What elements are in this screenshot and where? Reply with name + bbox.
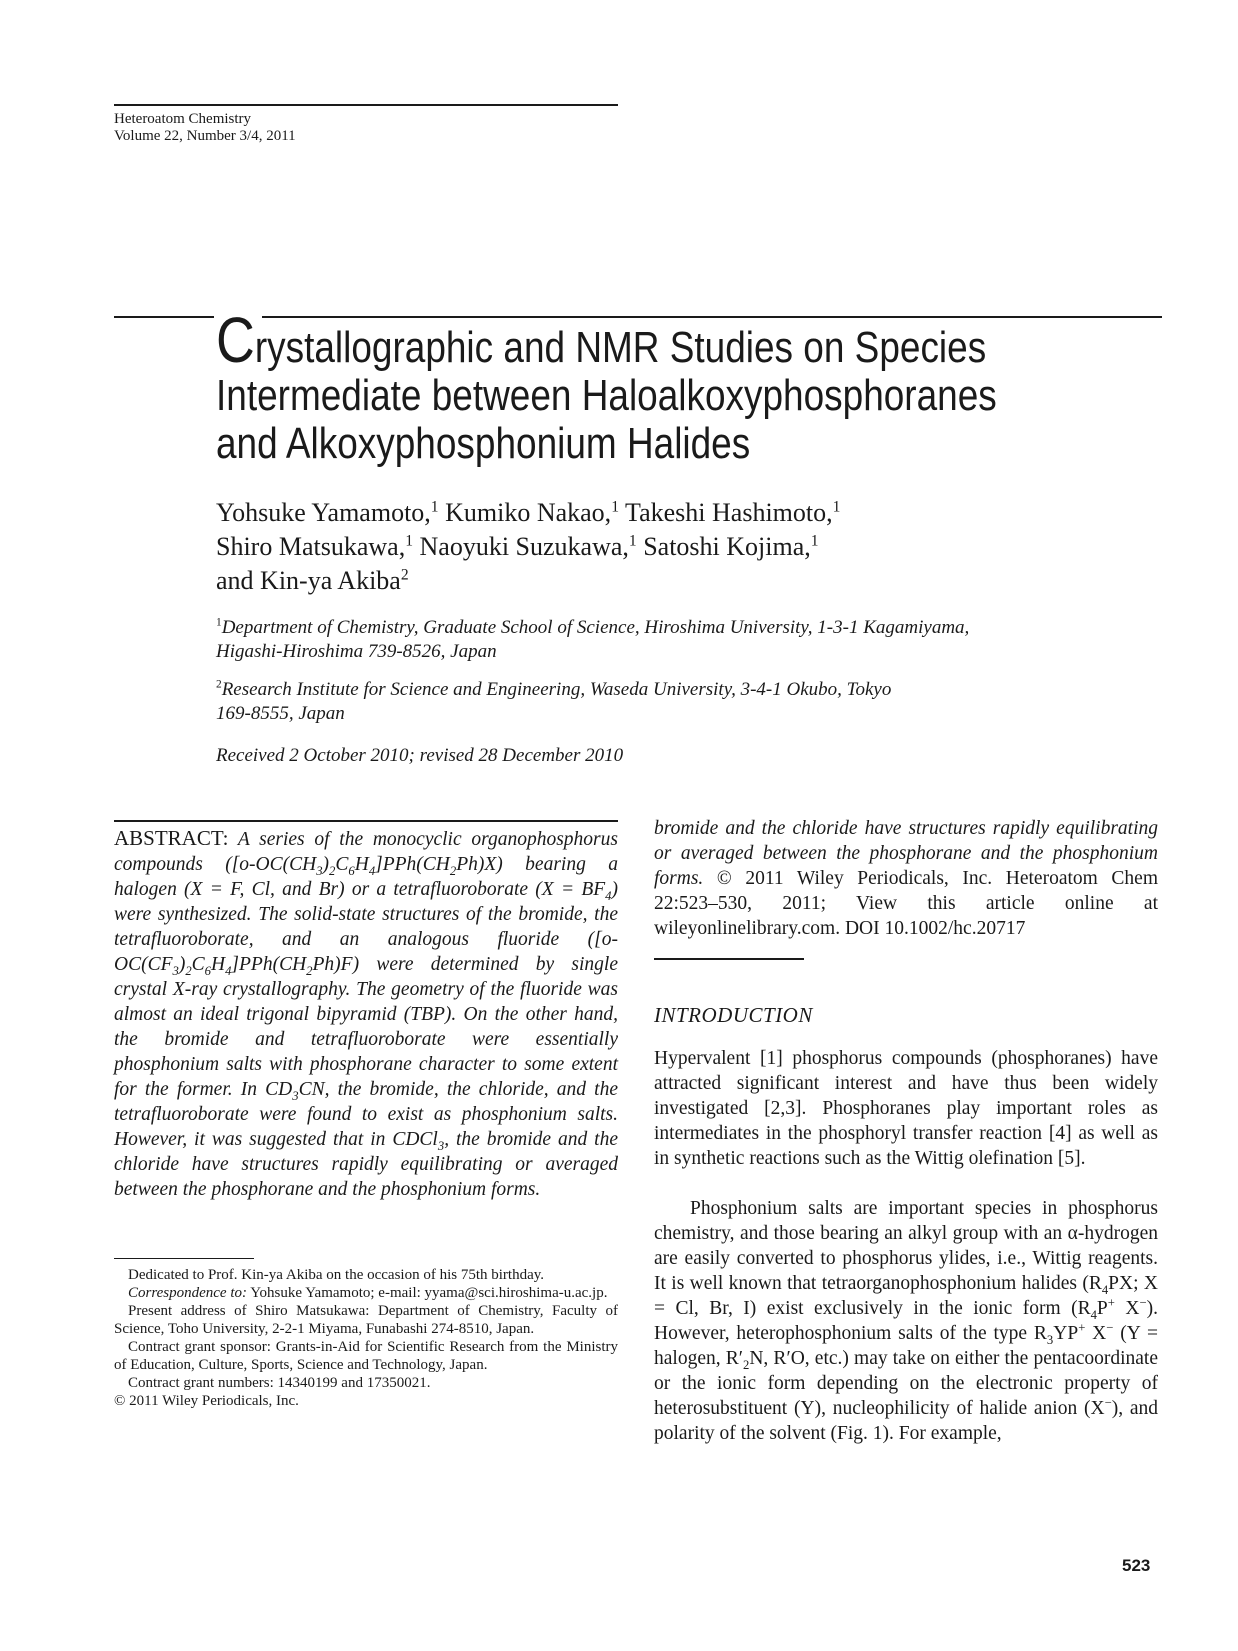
abstract-rule <box>114 820 618 822</box>
affiliation-text: Research Institute for Science and Engineering, Waseda University, 3-4-1 Okubo, Tokyo <box>221 679 892 700</box>
abstract-continuation <box>654 816 1158 941</box>
abstract-copyright: © 2011 Wiley Periodicals, Inc. Heteroatom Chem 22:523–530, 2011; View this article online at wileyonlinelibrary.com. DOI 10.1002/hc.20717 <box>654 868 1158 939</box>
title-line-3: and Alkoxyphosphonium Halides <box>216 419 751 468</box>
title-rule-left <box>114 316 214 318</box>
author-affiliation-mark: 1 <box>611 498 619 516</box>
article-title <box>216 304 1022 468</box>
footnote-address: Present address of Shiro Matsukawa: Department of Chemistry, Faculty of Science, Toho University, 2-2-1 Miyama, Funabashi 274-8510, Japan. <box>114 1303 618 1337</box>
footnote-grant-numbers: Contract grant numbers: 14340199 and 17350021. <box>128 1375 431 1391</box>
received-dates: Received 2 October 2010; revised 28 December 2010 <box>216 745 624 766</box>
title-line-1: rystallographic and NMR Studies on Species <box>254 323 987 372</box>
section-heading: INTRODUCTION <box>654 1003 813 1027</box>
affiliation-2 <box>216 678 1166 726</box>
affiliation-text: 169-8555, Japan <box>216 703 345 724</box>
abstract-text: ABSTRACT: A series of the monocyclic organophosphorus compounds $([o-OC(CH_3)_2C_6H_4]PPh(CH_2Ph)X)$ bearing a halogen (X = F, Cl, and Br) or a tetrafluoroborate $(X = BF_4)$ were synthesized. The solid-state structures of the bromide, the tetrafluoroborate, and an analogous fluoride $([o-OC(CF_3)_2C_6H_4]PPh(CH_2Ph)F)$ were determined by single crystal X-ray crystallography. The geometry of the fluoride was almost an ideal trigonal bipyramid (TBP). On the other hand, the bromide and tetrafluoroborate were essentially phosphonium salts with phosphorane character to some extent for the former. In $CD_3CN$, the bromide, the chloride, and the tetrafluoroborate were found to exist as phosphonium salts. However, it was suggested that in CDCl$_3$, the bromide and the chloride have structures rapidly equilibrating or averaged between the phosphorane and the phosphonium forms. <box>114 826 618 1200</box>
intro-paragraph-1: Hypervalent [1] phosphorus compounds (phosphoranes) have attracted significant interest and have thus been widely investigated [2,3]. Phosphoranes play important roles as intermediates in the phosphoryl transfer reaction [4] as well as in synthetic reactions such as the Wittig olefination [5]. <box>654 1048 1158 1169</box>
journal-volume: Volume 22, Number 3/4, 2011 <box>114 128 296 144</box>
affiliation-number: 2 <box>216 678 222 691</box>
author: Naoyuki Suzukawa, <box>419 532 629 561</box>
author-affiliation-mark: 1 <box>628 532 637 550</box>
running-header <box>114 111 296 145</box>
footnote-correspondence: Correspondence to: Yohsuke Yamamoto; e-mail: yyama@sci.hiroshima-u.ac.jp. <box>128 1285 608 1301</box>
author: Shiro Matsukawa, <box>216 532 406 561</box>
journal-name: Heteroatom Chemistry <box>114 111 252 127</box>
abstract-cont-text: bromide and the chloride have structures rapidly equilibrating or averaged between the phosphorane and the phosphonium forms. <box>654 818 1158 889</box>
author: Yohsuke Yamamoto, <box>216 498 431 527</box>
intro-paragraph-2: Phosphonium salts are important species in phosphorus chemistry, and those bearing an alkyl group with an α-hydrogen are easily converted to phosphorus ylides, i.e., Wittig reagents. It is well known that tetraorganophosphonium halides ($R_4PX$; X = Cl, Br, I) exist exclusively in the ionic form ($R_4P^+$ X−). However, heterophosphonium salts of the type $R_3YP^+$ X− (Y = halogen, $R'_2N$, R′O, etc.) may take on either the pentacoordinate or the ionic form depending on the electronic property of heterosubstituent (Y), nucleophilicity of halide anion (X−), and polarity of the solvent (Fig. 1). For example, <box>654 1198 1158 1444</box>
author-affiliation-mark: 1 <box>832 498 841 516</box>
header-rule <box>114 104 618 106</box>
title-line-2: Intermediate between Haloalkoxyphosphoranes <box>216 371 997 420</box>
footnote-rule <box>114 1258 254 1259</box>
author-affiliation-mark: 1 <box>405 532 413 550</box>
author-affiliation-mark: 1 <box>430 498 439 516</box>
abstract-end-rule <box>654 958 804 960</box>
affiliation-number: 1 <box>216 616 222 629</box>
footnote-sponsor: Contract grant sponsor: Grants-in-Aid for Scientific Research from the Ministry of Education, Culture, Sports, Science and Technology, Japan. <box>114 1339 618 1373</box>
author: Takeshi Hashimoto, <box>625 498 833 527</box>
page-number: 523 <box>1122 1556 1151 1575</box>
author: Kumiko Nakao, <box>445 498 612 527</box>
footnote-dedication: Dedicated to Prof. Kin-ya Akiba on the occasion of his 75th birthday. <box>128 1267 545 1283</box>
footnote-copyright: © 2011 Wiley Periodicals, Inc. <box>114 1393 299 1409</box>
affiliation-text: Higashi-Hiroshima 739-8526, Japan <box>216 641 497 662</box>
abstract-label: ABSTRACT: <box>114 826 229 850</box>
author-affiliation-mark: 2 <box>400 566 409 584</box>
affiliation-text: Department of Chemistry, Graduate School of Science, Hiroshima University, 1-3-1 Kagamiyama, <box>221 617 970 638</box>
footnotes <box>114 1266 618 1410</box>
title-dropcap: C <box>216 304 255 376</box>
author: and Kin-ya Akiba <box>216 566 401 595</box>
affiliation-1 <box>216 616 1166 664</box>
author-affiliation-mark: 1 <box>810 532 819 550</box>
author-list <box>216 496 840 598</box>
author: Satoshi Kojima, <box>643 532 811 561</box>
